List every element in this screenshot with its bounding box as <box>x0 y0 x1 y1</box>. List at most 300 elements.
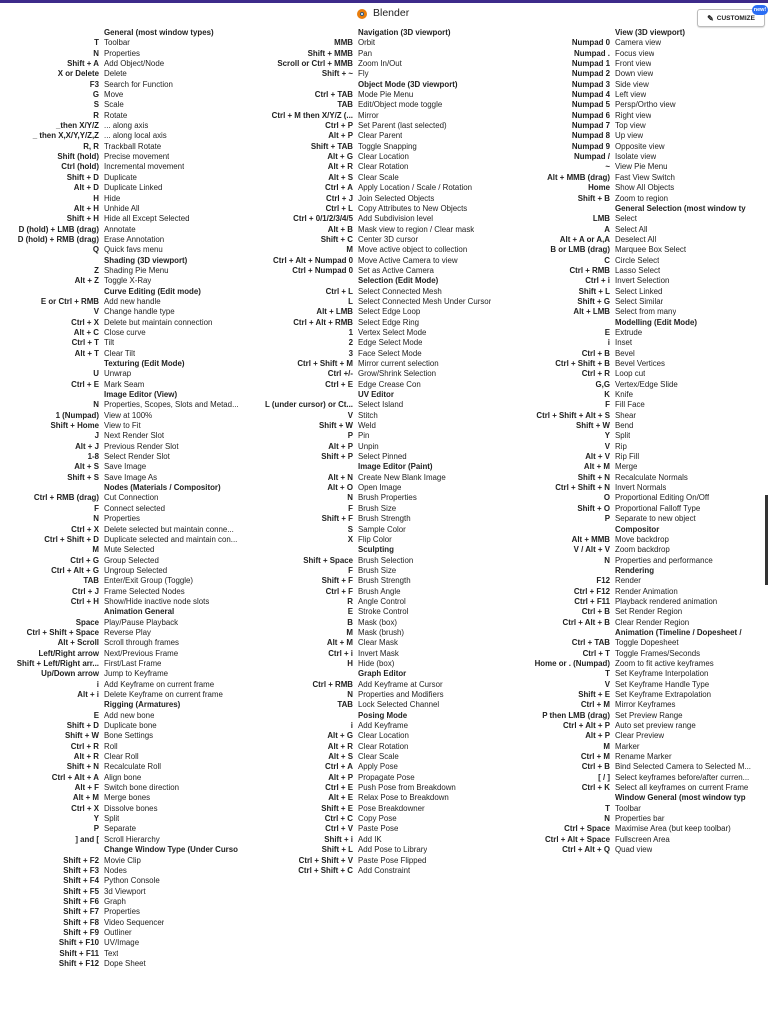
section-title: Rigging (Armatures) <box>104 700 181 710</box>
shortcut-key: Ctrl + F12 <box>573 586 610 596</box>
shortcut-row <box>256 493 518 503</box>
shortcut-row <box>4 442 256 452</box>
shortcut-key: 2 <box>348 338 353 348</box>
shortcut-key: N <box>604 555 610 565</box>
shortcut-description: Propagate Pose <box>358 772 415 782</box>
shortcut-row <box>522 587 768 597</box>
shortcut-description: Left view <box>615 90 647 100</box>
shortcut-description: Set as Active Camera <box>358 265 434 275</box>
shortcut-key: Numpad 9 <box>571 141 610 151</box>
shortcut-description: Delete but maintain connection <box>104 317 213 327</box>
shortcut-row <box>256 814 518 824</box>
shortcut-row <box>4 835 256 845</box>
shortcut-key: Shift + F3 <box>63 865 99 875</box>
section-title: Object Mode (3D viewport) <box>358 79 458 89</box>
shortcut-key: M <box>346 245 353 255</box>
shortcut-row <box>4 628 256 638</box>
shortcut-key: Shift + W <box>319 421 353 431</box>
shortcut-description: Stroke Control <box>358 607 409 617</box>
shortcut-key: Ctrl + X <box>71 317 99 327</box>
shortcut-key: J <box>94 431 99 441</box>
shortcut-description: Unpin <box>358 441 379 451</box>
shortcut-key: B or LMB (drag) <box>550 245 610 255</box>
shortcut-key: Shift + F11 <box>59 948 99 958</box>
shortcut-description: Auto set preview range <box>615 721 696 731</box>
shortcut-row <box>4 793 256 803</box>
shortcut-description: Group Selected <box>104 555 159 565</box>
shortcut-row <box>522 59 768 69</box>
shortcut-description: Erase Annotation <box>104 234 165 244</box>
section-title: Animation General <box>104 607 175 617</box>
shortcut-description: Invert Normals <box>615 483 667 493</box>
shortcut-description: Edit/Object mode toggle <box>358 100 443 110</box>
shortcut-description: Mute Selected <box>104 545 155 555</box>
shortcut-row <box>522 597 768 607</box>
shortcut-description: Dissolve bones <box>104 803 158 813</box>
shortcut-key: Ctrl + F <box>325 586 353 596</box>
shortcut-description: Text <box>104 948 119 958</box>
shortcut-section <box>4 607 256 700</box>
shortcut-description: Properties <box>104 48 140 58</box>
shortcut-description: Delete Keyframe on current frame <box>104 690 223 699</box>
shortcut-description: Mask (box) <box>358 617 398 627</box>
shortcut-description: Set Keyframe Extrapolation <box>615 690 712 699</box>
shortcut-row <box>522 556 768 566</box>
shortcut-row <box>256 297 518 307</box>
shortcut-key: Numpad 4 <box>571 90 610 100</box>
shortcut-description: Recalculate Normals <box>615 472 688 482</box>
shortcut-key: Alt + M <box>326 638 353 648</box>
shortcut-key: Y <box>93 814 99 824</box>
shortcut-key: R, R <box>83 141 99 151</box>
shortcut-key: Shift + F <box>321 514 353 524</box>
shortcut-key: Home <box>588 183 610 193</box>
shortcut-key: i <box>607 338 610 348</box>
shortcut-description: Apply Pose <box>358 762 398 772</box>
shortcut-description: Duplicate Linked <box>104 183 163 193</box>
shortcut-section <box>256 276 518 390</box>
shortcut-description: Relax Pose to Breakdown <box>358 793 449 803</box>
shortcut-row <box>4 38 256 48</box>
shortcut-row <box>256 700 518 710</box>
shortcut-key: V <box>604 441 610 451</box>
shortcut-description: Sample Color <box>358 524 406 534</box>
shortcut-row <box>4 162 256 172</box>
shortcut-row <box>522 297 768 307</box>
shortcut-row <box>256 845 518 855</box>
shortcut-key: X <box>347 534 353 544</box>
shortcut-row <box>4 514 256 524</box>
app-title <box>356 7 409 19</box>
shortcut-key: Alt + A or A,A <box>559 234 610 244</box>
shortcut-key: Ctrl + Shift + C <box>298 865 353 875</box>
shortcut-key: B <box>347 617 353 627</box>
shortcut-row <box>256 183 518 193</box>
shortcut-row <box>4 680 256 690</box>
shortcut-row <box>4 473 256 483</box>
shortcut-key: Alt + N <box>327 472 353 482</box>
shortcut-description: Properties bar <box>615 814 665 824</box>
shortcut-description: Jump to Keyframe <box>104 669 169 679</box>
shortcut-row <box>4 690 256 700</box>
shortcut-key: Alt + M <box>72 793 99 803</box>
shortcut-key: Numpad 8 <box>571 131 610 141</box>
shortcut-description: Brush Properties <box>358 493 417 503</box>
shortcut-row <box>4 535 256 545</box>
shortcut-description: Add Keyframe at Cursor <box>358 679 443 689</box>
shortcut-key: Shift + F <box>321 576 353 586</box>
shortcut-description: Add Object/Node <box>104 59 165 69</box>
shortcut-description: Add Keyframe on current frame <box>104 679 215 689</box>
shortcut-row <box>256 442 518 452</box>
shortcut-row <box>256 483 518 493</box>
shortcut-row <box>256 607 518 617</box>
shortcut-description: Merge <box>615 462 638 472</box>
shortcut-description: Face Select Mode <box>358 348 422 358</box>
shortcut-key: Ctrl + Alt + G <box>51 565 99 575</box>
shortcut-description: Select Render Slot <box>104 452 170 462</box>
shortcut-row <box>4 90 256 100</box>
shortcut-key: F12 <box>596 576 610 586</box>
shortcut-row <box>522 90 768 100</box>
shortcut-key: Shift + N <box>577 472 610 482</box>
shortcut-row <box>4 380 256 390</box>
shortcut-description: Mode Pie Menu <box>358 90 414 100</box>
shortcut-key: Alt + Z <box>74 276 99 286</box>
shortcut-section <box>4 700 256 845</box>
shortcut-key: Ctrl + E <box>325 783 353 793</box>
shortcut-row <box>256 856 518 866</box>
shortcut-description: UV/Image <box>104 938 140 948</box>
section-title: General (most window types) <box>104 28 214 37</box>
shortcut-description: Select Connected Mesh Under Cursor <box>358 296 492 306</box>
shortcut-row <box>4 887 256 897</box>
shortcut-row <box>256 359 518 369</box>
shortcut-key: Shift + F2 <box>63 855 99 865</box>
shortcut-key: Ctrl + M <box>580 752 610 762</box>
shortcut-description: Tilt <box>104 338 115 348</box>
shortcut-row <box>522 607 768 617</box>
shortcut-description: Persp/Ortho view <box>615 100 676 110</box>
shortcut-description: Bend <box>615 421 634 431</box>
shortcut-row <box>4 897 256 907</box>
shortcut-row <box>4 587 256 597</box>
shortcut-key: Ctrl + F11 <box>574 596 610 606</box>
shortcut-description: Play/Pause Playback <box>104 617 179 627</box>
shortcut-row <box>256 514 518 524</box>
shortcut-key: Numpad 2 <box>571 69 610 79</box>
shortcut-row <box>522 390 768 400</box>
shortcut-description: Proportional Falloff Type <box>615 503 701 513</box>
shortcut-row <box>4 783 256 793</box>
shortcut-description: Search for Function <box>104 79 173 89</box>
shortcut-description: Toolbar <box>615 803 641 813</box>
shortcut-key: Numpad 5 <box>571 100 610 110</box>
shortcut-row <box>4 142 256 152</box>
shortcut-row <box>4 659 256 669</box>
shortcut-key: Shift + i <box>324 834 353 844</box>
shortcut-description: Select Linked <box>615 286 663 296</box>
shortcut-description: Paste Pose <box>358 824 399 834</box>
shortcut-description: Flip Color <box>358 534 392 544</box>
shortcut-key: Shift + F5 <box>63 886 99 896</box>
shortcut-key: Shift (hold) <box>57 152 99 162</box>
shortcut-section <box>4 28 256 256</box>
shortcut-key: i <box>350 721 353 731</box>
shortcut-key: Ctrl + J <box>326 193 353 203</box>
shortcut-description: Angle Control <box>358 596 406 606</box>
shortcut-description: Brush Selection <box>358 555 414 565</box>
shortcut-key: 3 <box>348 348 353 358</box>
shortcut-key: N <box>93 400 99 410</box>
shortcut-row <box>522 411 768 421</box>
section-title: View (3D viewport) <box>615 28 686 37</box>
shortcut-row <box>256 338 518 348</box>
shortcut-description: Focus view <box>615 48 655 58</box>
shortcut-key: Shift + L <box>578 286 610 296</box>
shortcut-key: Ctrl + Alt + Q <box>562 845 610 855</box>
shortcut-row <box>522 711 768 721</box>
shortcut-description: Apply Location / Scale / Rotation <box>358 183 473 193</box>
shortcut-description: Pin <box>358 431 370 441</box>
shortcut-key: ] and [ <box>75 834 99 844</box>
shortcut-row <box>256 162 518 172</box>
shortcut-description: Roll <box>104 741 118 751</box>
shortcut-key: C <box>604 255 610 265</box>
shortcut-row <box>4 576 256 586</box>
shortcut-description: Lasso Select <box>615 265 661 275</box>
shortcut-row <box>256 328 518 338</box>
shortcut-key: Numpad 1 <box>571 59 610 69</box>
shortcut-key: Ctrl + X <box>71 803 99 813</box>
shortcut-key: Alt + R <box>327 162 353 172</box>
shortcut-description: Clear Rotation <box>358 162 409 172</box>
shortcut-key: Space <box>75 617 99 627</box>
shortcut-description: Duplicate selected and maintain con... <box>104 534 238 544</box>
section-title: Compositor <box>615 524 660 534</box>
shortcut-key: Alt + LMB <box>573 307 610 317</box>
shortcut-row <box>256 111 518 121</box>
shortcut-description: Dope Sheet <box>104 958 146 968</box>
shortcut-description: Clear Location <box>358 731 409 741</box>
shortcut-description: Toolbar <box>104 38 130 48</box>
shortcut-row <box>256 556 518 566</box>
shortcut-row <box>4 59 256 69</box>
shortcut-key: Ctrl + Alt + B <box>562 617 610 627</box>
shortcut-row <box>522 235 768 245</box>
shortcut-description: Properties, Scopes, Slots and Metad... <box>104 400 239 410</box>
shortcut-row <box>4 121 256 131</box>
shortcut-row <box>4 100 256 110</box>
shortcut-row <box>256 421 518 431</box>
shortcut-row <box>4 711 256 721</box>
shortcut-description: Add Pose to Library <box>358 845 428 855</box>
shortcut-description: Paste Pose Flipped <box>358 855 427 865</box>
shortcut-key: R <box>93 110 99 120</box>
shortcut-section <box>522 204 768 318</box>
shortcut-key: V <box>347 410 353 420</box>
shortcut-row <box>4 938 256 948</box>
shortcut-description: Movie Clip <box>104 855 141 865</box>
shortcut-row <box>256 628 518 638</box>
shortcut-key: Ctrl + A <box>325 762 353 772</box>
shortcut-description: Toggle Snapping <box>358 141 417 151</box>
shortcut-row <box>4 649 256 659</box>
shortcut-key: Shift + F4 <box>63 876 99 886</box>
section-title: Nodes (Materials / Compositor) <box>104 483 221 493</box>
shortcut-row <box>256 597 518 607</box>
shortcut-row <box>4 266 256 276</box>
shortcut-row <box>522 824 768 834</box>
shortcut-row <box>4 328 256 338</box>
shortcut-row <box>256 318 518 328</box>
shortcut-section <box>256 711 518 877</box>
shortcut-key: Ctrl (hold) <box>61 162 99 172</box>
shortcut-description: Select from many <box>615 307 677 317</box>
shortcut-description: Select Edge Loop <box>358 307 421 317</box>
shortcut-key: Alt + P <box>328 772 353 782</box>
shortcut-description: Shading Pie Menu <box>104 265 169 275</box>
shortcut-row <box>256 121 518 131</box>
shortcut-row <box>522 504 768 514</box>
shortcut-row <box>4 400 256 410</box>
shortcut-row <box>4 421 256 431</box>
shortcut-row <box>522 700 768 710</box>
shortcut-key: Alt + MMB (drag) <box>547 172 610 182</box>
shortcut-row <box>522 473 768 483</box>
shortcut-key: Alt + H <box>73 203 99 213</box>
shortcut-description: Outliner <box>104 927 132 937</box>
shortcut-row <box>522 431 768 441</box>
shortcut-row <box>4 866 256 876</box>
shortcut-key: 1 (Numpad) <box>55 410 99 420</box>
shortcut-row <box>4 369 256 379</box>
shortcut-row <box>256 659 518 669</box>
shortcut-key: Ctrl +/- <box>327 369 353 379</box>
shortcut-description: Rip <box>615 441 627 451</box>
shortcut-description: Opposite view <box>615 141 665 151</box>
shortcut-description: Vertex/Edge Slide <box>615 379 678 389</box>
shortcut-key: Shift + MMB <box>307 48 353 58</box>
shortcut-description: Select Island <box>358 400 404 410</box>
shortcut-row <box>522 845 768 855</box>
shortcut-section <box>522 793 768 855</box>
shortcut-row <box>256 638 518 648</box>
shortcut-description: Toggle X-Ray <box>104 276 152 286</box>
shortcut-description: Merge bones <box>104 793 151 803</box>
shortcut-key: Shift + F7 <box>63 907 99 917</box>
shortcut-description: Align bone <box>104 772 142 782</box>
shortcut-row <box>256 256 518 266</box>
shortcut-key: Alt + P <box>585 731 610 741</box>
shortcut-key: F <box>94 503 99 513</box>
shortcut-row <box>522 783 768 793</box>
section-title: Sculpting <box>358 545 394 555</box>
shortcut-description: Inset <box>615 338 633 348</box>
shortcut-row <box>4 214 256 224</box>
shortcut-key: N <box>604 814 610 824</box>
shortcut-row <box>4 525 256 535</box>
shortcut-row <box>4 183 256 193</box>
shortcut-row <box>522 194 768 204</box>
shortcut-key: Alt + S <box>328 172 353 182</box>
shortcut-row <box>256 835 518 845</box>
shortcut-key: [ / ] <box>598 772 610 782</box>
shortcut-row <box>522 514 768 524</box>
shortcut-key: G,G <box>595 379 610 389</box>
shortcut-description: Rename Marker <box>615 752 672 762</box>
shortcut-key: Alt + G <box>327 731 353 741</box>
shortcut-row <box>4 731 256 741</box>
shortcut-row <box>256 369 518 379</box>
shortcut-row <box>522 835 768 845</box>
shortcut-key: Alt + S <box>328 752 353 762</box>
shortcut-description: Center 3D cursor <box>358 234 419 244</box>
shortcut-row <box>4 876 256 886</box>
shortcut-key: Ctrl + 0/1/2/3/4/5 <box>293 214 353 224</box>
shortcut-row <box>522 287 768 297</box>
shortcut-description: Zoom backdrop <box>615 545 670 555</box>
shortcut-description: Connect selected <box>104 503 165 513</box>
shortcut-row <box>4 762 256 772</box>
shortcut-row <box>256 90 518 100</box>
shortcut-key: Ctrl + Alt + Space <box>544 834 610 844</box>
shortcut-description: Right view <box>615 110 652 120</box>
shortcut-description: Stitch <box>358 410 378 420</box>
shortcut-row <box>522 121 768 131</box>
shortcut-key: P then LMB (drag) <box>542 710 610 720</box>
shortcut-description: Zoom In/Out <box>358 59 402 69</box>
section-title: Shading (3D viewport) <box>104 255 188 265</box>
shortcut-row <box>4 752 256 762</box>
shortcut-section <box>4 483 256 607</box>
shortcut-row <box>4 276 256 286</box>
section-title: Selection (Edit Mode) <box>358 276 439 286</box>
shortcut-row <box>522 400 768 410</box>
shortcut-key: 1-8 <box>87 452 99 462</box>
shortcut-row <box>4 338 256 348</box>
shortcut-key: Up/Down arrow <box>41 669 99 679</box>
shortcut-description: Enter/Exit Group (Toggle) <box>104 576 194 586</box>
shortcut-key: ~ <box>605 162 610 172</box>
shortcut-description: Mark Seam <box>104 379 145 389</box>
shortcut-description: Mirror <box>358 110 379 120</box>
shortcut-key: Ctrl + T <box>71 338 99 348</box>
shortcut-row <box>522 49 768 59</box>
shortcut-row <box>522 742 768 752</box>
shortcut-row <box>4 804 256 814</box>
shortcut-description: Loop cut <box>615 369 646 379</box>
shortcut-key: Ctrl + Alt + RMB <box>293 317 353 327</box>
shortcut-key: S <box>93 100 99 110</box>
section-title: Modelling (Edit Mode) <box>615 317 697 327</box>
pencil-icon: ✎ <box>707 13 714 23</box>
shortcut-key: Shift + N <box>66 762 99 772</box>
shortcut-row <box>256 535 518 545</box>
shortcut-description: Fly <box>358 69 369 79</box>
shortcut-key: F <box>348 565 353 575</box>
shortcut-row <box>4 493 256 503</box>
shortcut-description: Video Sequencer <box>104 917 165 927</box>
shortcut-key: LMB <box>592 214 610 224</box>
shortcut-key: Ctrl + E <box>71 379 99 389</box>
shortcut-key: K <box>604 390 610 400</box>
shortcut-description: Brush Strength <box>358 576 411 586</box>
shortcut-description: Set Keyframe Handle Type <box>615 679 710 689</box>
shortcut-row <box>522 669 768 679</box>
shortcut-row <box>256 204 518 214</box>
shortcut-row <box>522 111 768 121</box>
